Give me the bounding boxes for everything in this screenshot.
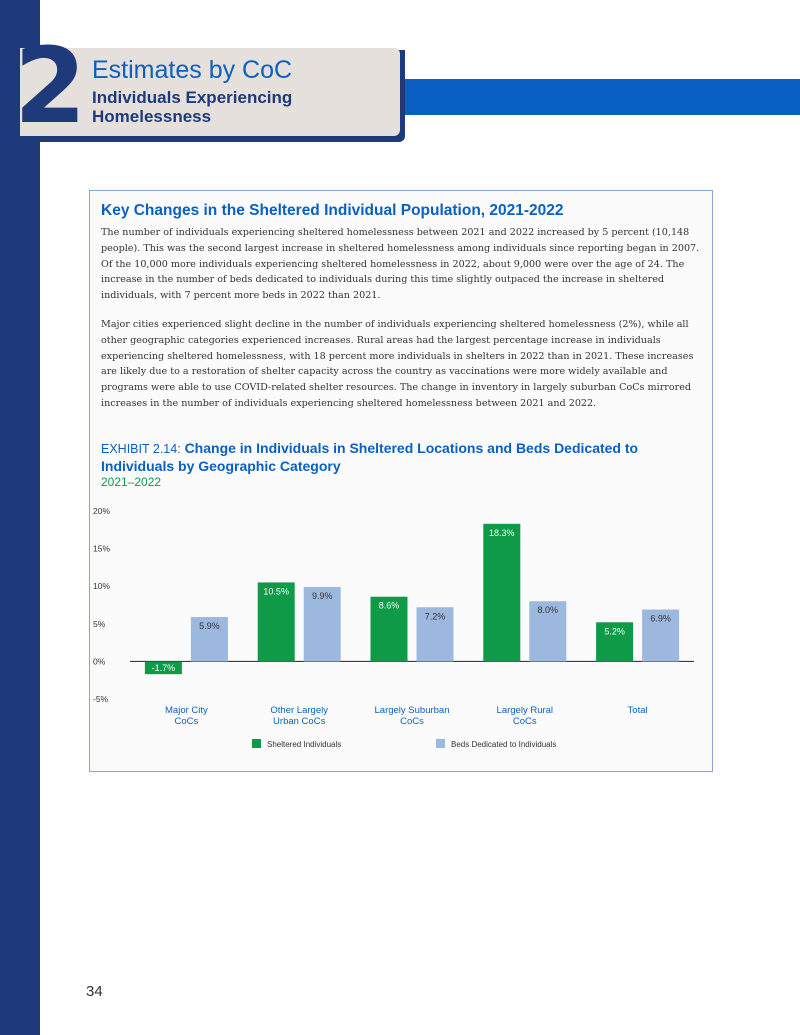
data-label: 6.9% <box>650 613 671 624</box>
y-tick-label: 5% <box>93 618 106 629</box>
data-label: -1.7% <box>151 663 176 674</box>
y-tick-label: -5% <box>93 694 109 704</box>
bar-sheltered <box>483 524 520 662</box>
data-label: 18.3% <box>489 527 515 538</box>
left-sidebar-band <box>0 0 40 1035</box>
y-tick-label: 20% <box>93 506 111 516</box>
data-label: 8.6% <box>378 600 400 611</box>
x-tick-label: Largely Rural <box>496 705 554 716</box>
data-label: 5.2% <box>604 626 625 637</box>
data-label: 10.5% <box>263 586 289 597</box>
paragraph-1: The number of individuals experiencing sheltered homelessness between 2021 and 2022 increased by 5 percent (10,148 people). This was the second largest increase in sheltered homelessness among individuals since reporting began in 2007. Of the 10,000 more individuals experiencing sheltered homelessness in 2022, about 9,000 were over the age of 24. The increase in the number of beds dedicated to individuals during this time slightly outpaced the increase in sheltered individuals, with 7 percent more beds in 2022 than 2021. <box>101 227 700 302</box>
legend-label: Sheltered Individuals <box>267 740 342 749</box>
legend-swatch <box>252 739 261 748</box>
legend-swatch <box>436 739 445 748</box>
x-tick-label: CoCs <box>512 716 537 727</box>
exhibit-title-text: Change in Individuals in Sheltered Locations and Beds Dedicated to Individuals by Geographic Category <box>101 440 639 474</box>
y-tick-label: 10% <box>93 581 111 592</box>
data-label: 7.2% <box>424 611 446 622</box>
x-tick-label: CoCs <box>400 716 424 727</box>
x-tick-label: Total <box>627 705 648 716</box>
x-tick-label: Major City <box>165 705 208 716</box>
page-number: 34 <box>86 983 103 1000</box>
key-changes-box <box>89 190 713 772</box>
x-tick-label: Urban CoCs <box>273 716 326 727</box>
chapter-title: Estimates by CoC <box>92 56 293 84</box>
data-label: 9.9% <box>311 590 333 601</box>
header-accent-bar <box>398 79 800 115</box>
y-tick-label: 0% <box>93 656 106 667</box>
exhibit-years: 2021–2022 <box>101 475 162 489</box>
x-tick-label: Largely Suburban <box>374 705 450 716</box>
chapter-subtitle: Individuals Experiencing Homelessness <box>92 88 293 126</box>
box-title: Key Changes in the Sheltered Individual Population, 2021-2022 <box>101 202 564 219</box>
chapter-number: 2 <box>14 25 83 147</box>
x-tick-label: Other Largely <box>270 705 328 716</box>
bar-chart <box>90 491 712 771</box>
y-tick-label: 15% <box>93 543 111 554</box>
legend-label: Beds Dedicated to Individuals <box>451 740 557 749</box>
exhibit-title <box>101 440 701 475</box>
data-label: 8.0% <box>537 605 559 616</box>
paragraph-2: Major cities experienced slight decline in the number of individuals experiencing sheltered homelessness (2%), while all other geographic categories experienced increases. Rural areas had the largest percentage increase in individuals experiencing sheltered homelessness, with 18 percent more individuals in shelters in 2022 than in 2021. These increases are likely due to a restoration of shelter capacity across the country as vaccinations were more widely available and programs were able to use COVID-related shelter resources. The change in inventory in largely suburban CoCs mirrored increases in the number of individuals experiencing sheltered homelessness between 2021 and 2022. <box>101 319 694 409</box>
exhibit-label: EXHIBIT 2.14: <box>101 442 181 456</box>
x-tick-label: CoCs <box>174 716 199 727</box>
data-label: 5.9% <box>199 621 220 632</box>
